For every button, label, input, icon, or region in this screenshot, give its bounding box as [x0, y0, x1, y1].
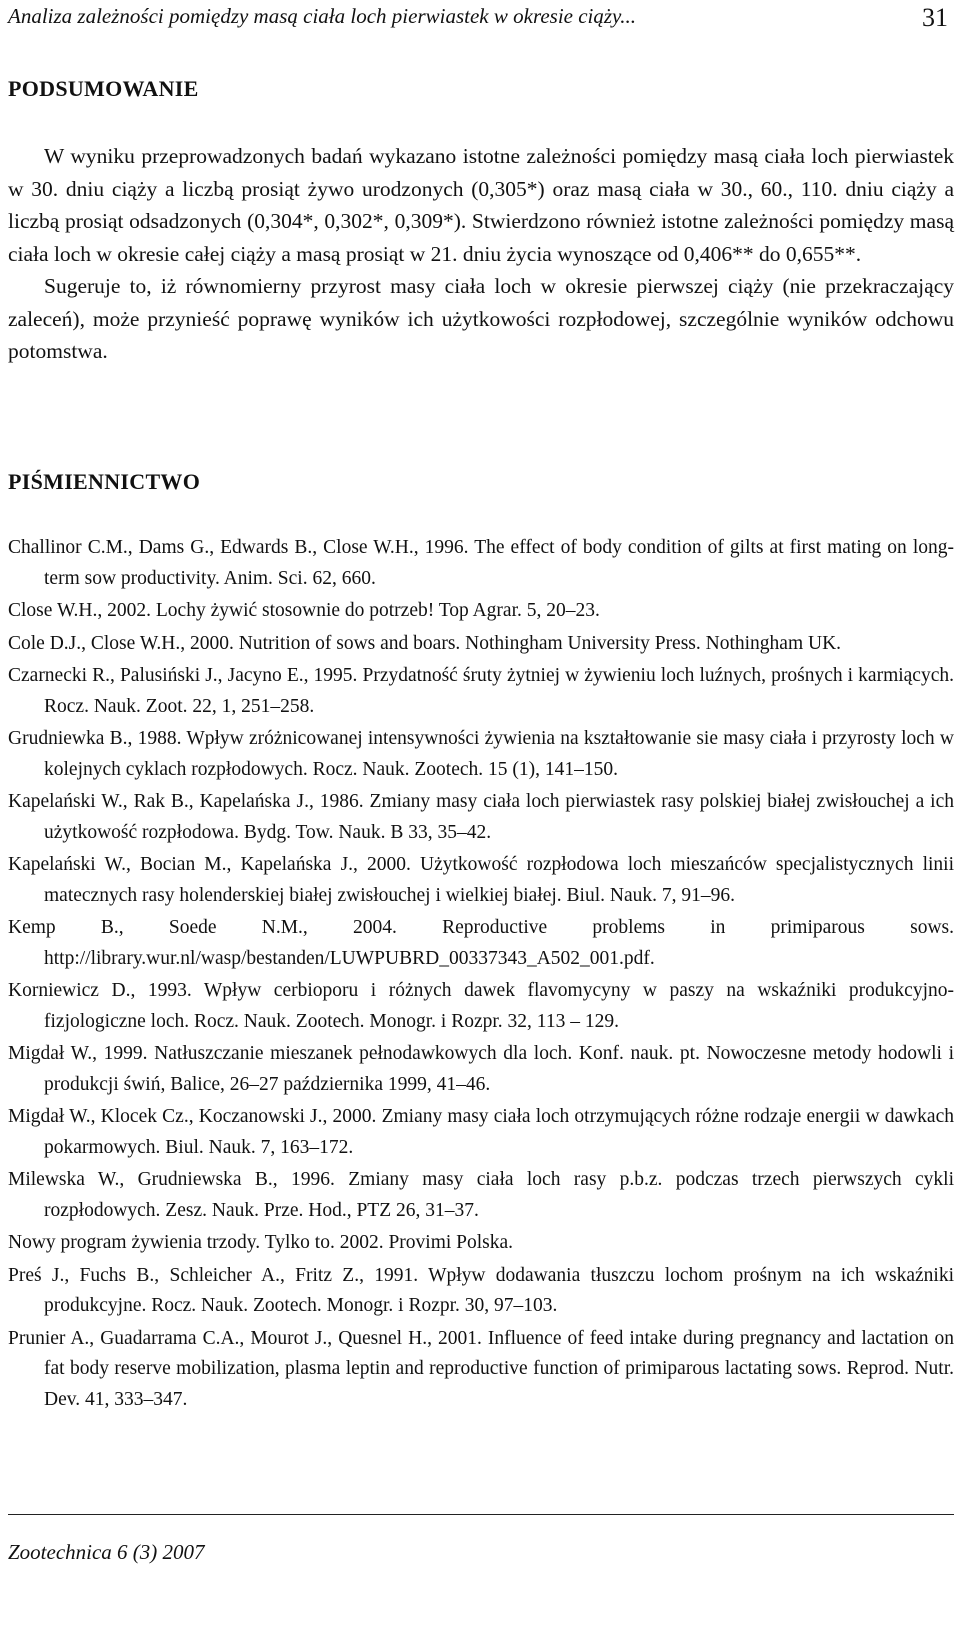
- summary-section: [8, 140, 954, 368]
- reference-item: Czarnecki R., Palusiński J., Jacyno E., 1995. Przydatność śruty żytniej w żywieniu loch luźnych, prośnych i karmiących. Rocz. Nauk. Zoot. 22, 1, 251–258.: [8, 665, 954, 717]
- reference-item: Korniewicz D., 1993. Wpływ cerbioporu i różnych dawek flavomycyny w paszy na wskaźniki produkcyjno-fizjologiczne loch. Rocz. Nauk. Zootech. Monogr. i Rozpr. 32, 113 – 129.: [8, 980, 954, 1032]
- reference-item: Kemp B., Soede N.M., 2004. Reproductive problems in primiparous sows. http://library.wur.nl/wasp/bestanden/LUWPUBRD_00337343_A502_001.pdf.: [8, 917, 954, 969]
- reference-item: Cole D.J., Close W.H., 2000. Nutrition of sows and boars. Nothingham University Press. Nothingham UK.: [8, 632, 842, 654]
- running-title: Analiza zależności pomiędzy masą ciała loch pierwiastek w okresie ciąży...: [8, 4, 636, 28]
- reference-item: Prunier A., Guadarrama C.A., Mourot J., Quesnel H., 2001. Influence of feed intake during pregnancy and lactation on fat body reserve mobilization, plasma leptin and reproductive function of primiparous lactating sows. Reprod. Nutr. Dev. 41, 333–347.: [8, 1327, 954, 1410]
- reference-item: Nowy program żywienia trzody. Tylko to. 2002. Provimi Polska.: [8, 1232, 514, 1253]
- summary-heading: PODSUMOWANIE: [8, 76, 199, 101]
- reference-item: Kapelański W., Rak B., Kapelańska J., 1986. Zmiany masy ciała loch pierwiastek rasy polskiej białej zwisłouchej a ich użytkowość rozpłodowa. Bydg. Tow. Nauk. B 33, 35–42.: [8, 791, 954, 843]
- reference-item: Kapelański W., Bocian M., Kapelańska J., 2000. Użytkowość rozpłodowa loch mieszańców specjalistycznych linii matecznych rasy holenderskiej białej zwisłouchej i wielkiej białej. Biul. Nauk. 7, 91–96.: [8, 854, 954, 906]
- reference-item: Preś J., Fuchs B., Schleicher A., Fritz Z., 1991. Wpływ dodawania tłuszczu lochom prośnym na ich wskaźniki produkcyjne. Rocz. Nauk. Zootech. Monogr. i Rozpr. 30, 97–103.: [8, 1264, 954, 1316]
- reference-item: Grudniewka B., 1988. Wpływ zróżnicowanej intensywności żywienia na kształtowanie sie masy ciała i przyrosty loch w kolejnych cyklach rozpłodowych. Rocz. Nauk. Zootech. 15 (1), 141–150.: [8, 728, 954, 780]
- reference-item: Challinor C.M., Dams G., Edwards B., Close W.H., 1996. The effect of body condition of gilts at first mating on long-term sow productivity. Anim. Sci. 62, 660.: [8, 537, 954, 589]
- references-heading: PIŚMIENNICTWO: [8, 469, 201, 494]
- summary-paragraph: W wyniku przeprowadzonych badań wykazano istotne zależności pomiędzy masą ciała loch pierwiastek w 30. dniu ciąży a liczbą prosiąt żywo urodzonych (0,305*) oraz masą ciała w 30., 60., 110. dniu ciąży a liczbą prosiąt odsadzonych (0,304*, 0,302*, 0,309*). Stwierdzono również istotne zależności pomiędzy masą ciała loch w okresie całej ciąży a masą prosiąt w 21. dniu życia wynoszące od 0,406** do 0,655**.: [8, 144, 954, 266]
- reference-list: [8, 533, 954, 1417]
- summary-paragraph: Sugeruje to, iż równomierny przyrost masy ciała loch w okresie pierwszej ciąży (nie przekraczający zaleceń), może przynieść poprawę wyników ich użytkowości rozpłodowej, szczególnie wyników odchowu potomstwa.: [8, 274, 954, 363]
- running-header: [8, 2, 954, 30]
- page-number: 31: [922, 3, 948, 32]
- reference-item: Close W.H., 2002. Lochy żywić stosownie do potrzeb! Top Agrar. 5, 20–23.: [8, 600, 600, 621]
- reference-item: Milewska W., Grudniewska B., 1996. Zmiany masy ciała loch rasy p.b.z. podczas trzech pierwszych cykli rozpłodowych. Zesz. Nauk. Prze. Hod., PTZ 26, 31–37.: [8, 1169, 954, 1221]
- footer-divider: [8, 1514, 954, 1515]
- reference-item: Migdał W., Klocek Cz., Koczanowski J., 2000. Zmiany masy ciała loch otrzymujących różne rodzaje energii w dawkach pokarmowych. Biul. Nauk. 7, 163–172.: [8, 1106, 954, 1158]
- journal-footer: Zootechnica 6 (3) 2007: [8, 1540, 205, 1564]
- reference-item: Migdał W., 1999. Natłuszczanie mieszanek pełnodawkowych dla loch. Konf. nauk. pt. Nowoczesne metody hodowli i produkcji świń, Balice, 26–27 października 1999, 41–46.: [8, 1043, 954, 1095]
